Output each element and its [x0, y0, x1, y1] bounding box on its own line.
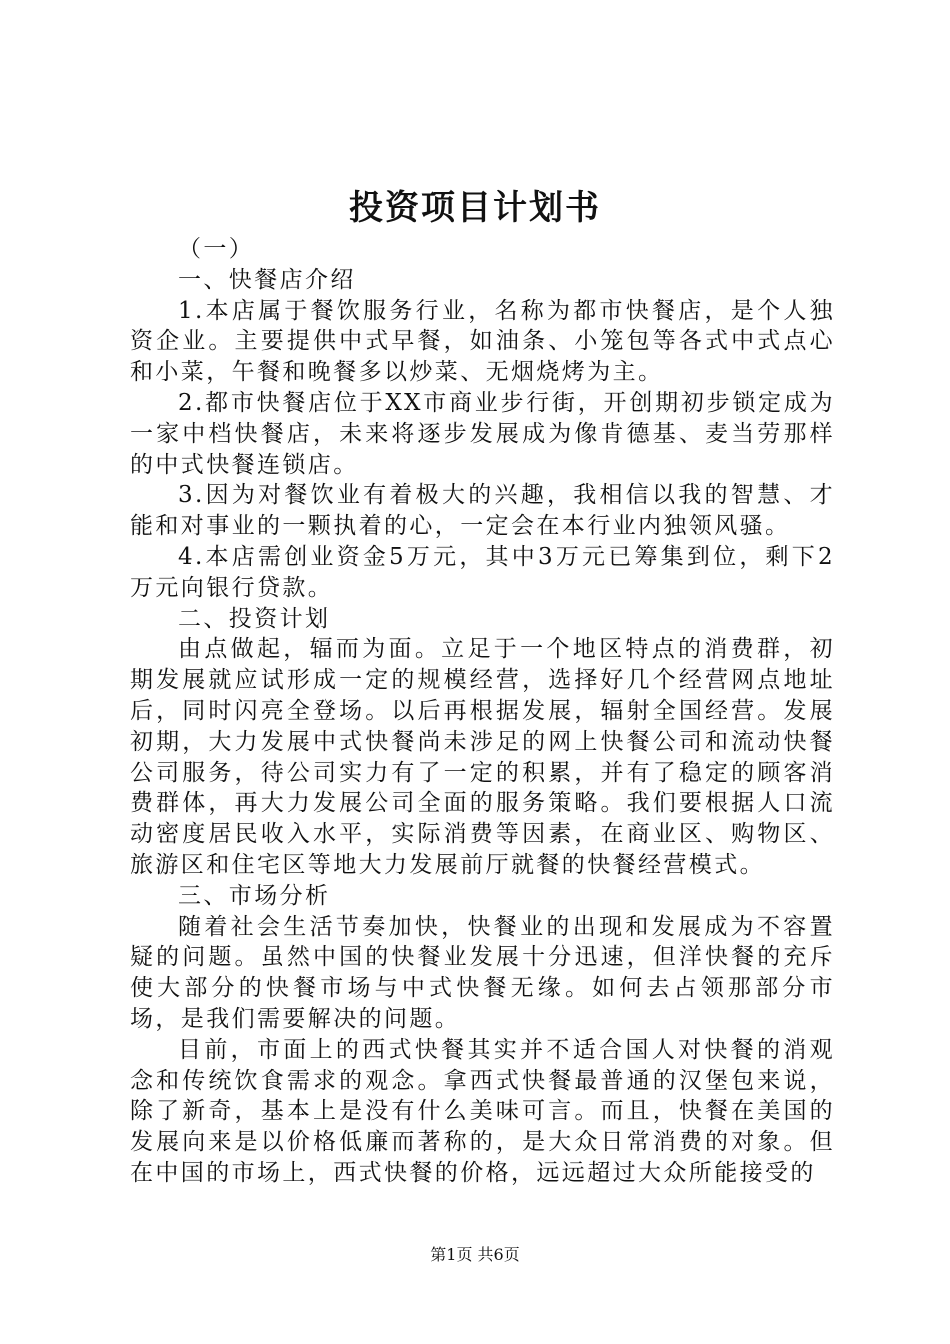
- page-footer: 第1页 共6页: [430, 1245, 520, 1264]
- paragraph-item-1: 1.本店属于餐饮服务行业，名称为都市快餐店，是个人独资企业。主要提供中式早餐，如油条、小笼包等各式中式点心和小菜，午餐和晚餐多以炒菜、无烟烧烤为主。: [130, 297, 835, 386]
- document-title: 投资项目计划书: [349, 188, 601, 228]
- section-heading-intro: 一、快餐店介绍: [178, 266, 356, 293]
- paragraph-market-2: 目前，市面上的西式快餐其实并不适合国人对快餐的消观念和传统饮食需求的观念。拿西式快餐最普通的汉堡包来说，除了新奇，基本上是没有什么美味可言。而且，快餐在美国的发展向来是以价格低廉而著称的，是大众日常消费的对象。但在中国的市场上，西式快餐的价格，远远超过大众所能接受的: [130, 1036, 835, 1186]
- paragraph-investment: 由点做起，辐而为面。立足于一个地区特点的消费群，初期发展就应试形成一定的规模经营，选择好几个经营网点地址后，同时闪亮全登场。以后再根据发展，辐射全国经营。发展初期，大力发展中式快餐尚未涉足的网上快餐公司和流动快餐公司服务，待公司实力有了一定的积累，并有了稳定的顾客消费群体，再大力发展公司全面的服务策略。我们要根据人口流动密度居民收入水平，实际消费等因素，在商业区、购物区、旅游区和住宅区等地大力发展前厅就餐的快餐经营模式。: [130, 636, 835, 878]
- section-number: （一）: [178, 236, 255, 262]
- paragraph-market-1: 随着社会生活节奏加快，快餐业的出现和发展成为不容置疑的问题。虽然中国的快餐业发展十分迅速，但洋快餐的充斥使大部分的快餐市场与中式快餐无缘。如何去占领那部分市场，是我们需要解决的问题。: [130, 913, 835, 1032]
- paragraph-item-3: 3.因为对餐饮业有着极大的兴趣，我相信以我的智慧、才能和对事业的一颗执着的心，一定会在本行业内独领风骚。: [130, 482, 835, 540]
- section-heading-market: 三、市场分析: [178, 882, 331, 909]
- paragraph-item-4: 4.本店需创业资金5万元，其中3万元已筹集到位，剩下2万元向银行贷款。: [130, 543, 835, 601]
- paragraph-item-2: 2.都市快餐店位于XX市商业步行街，开创期初步锁定成为一家中档快餐店，未来将逐步发展成为像肯德基、麦当劳那样的中式快餐连锁店。: [130, 389, 835, 478]
- section-heading-investment: 二、投资计划: [178, 605, 331, 632]
- document-body: [130, 234, 835, 1189]
